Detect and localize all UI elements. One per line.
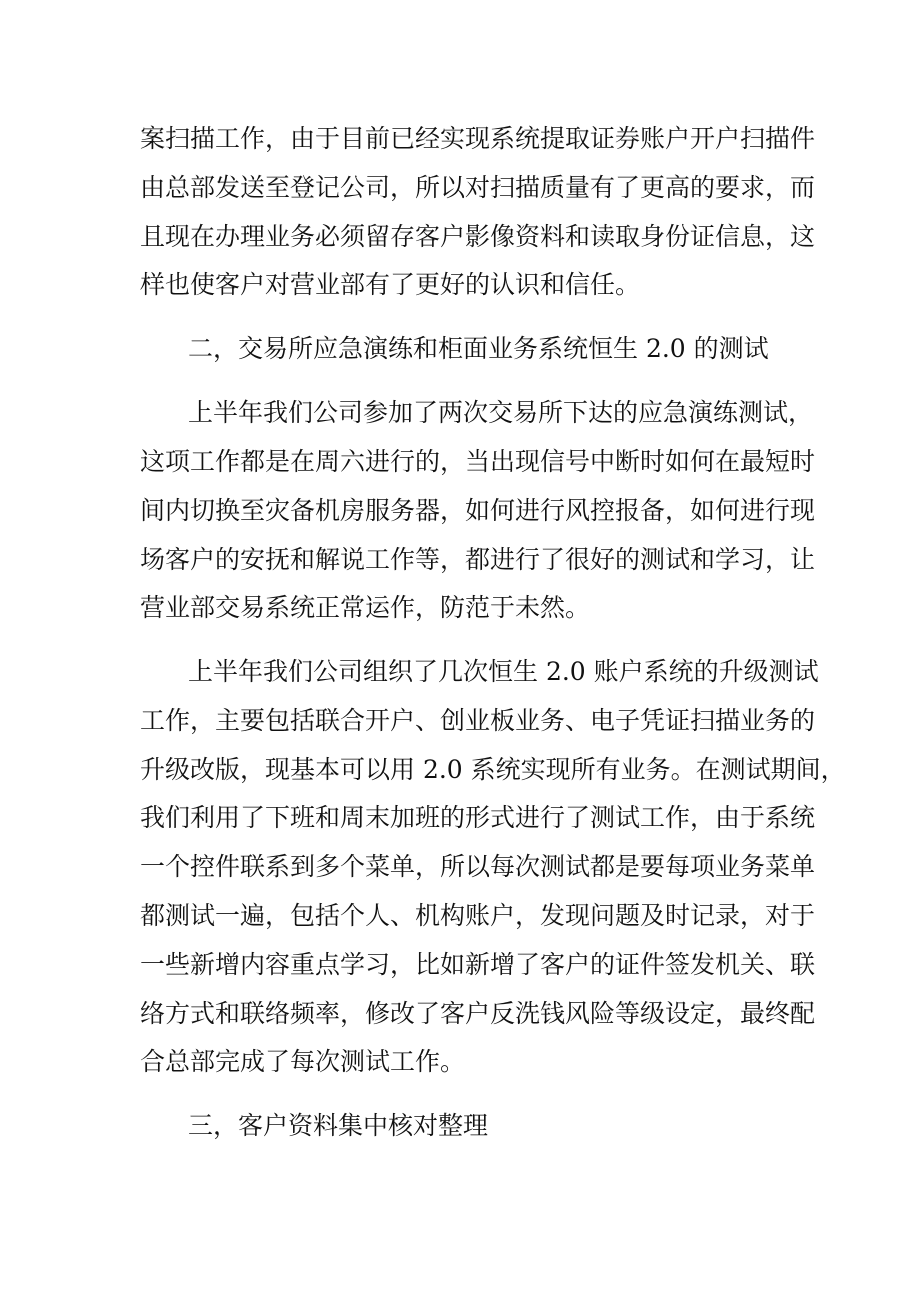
paragraph-3-line-6: 都测试一遍，包括个人、机构账户，发现问题及时记录，对于 [140, 901, 816, 930]
paragraph-1-line-4: 样也使客户对营业部有了更好的认识和信任。 [140, 270, 641, 299]
paragraph-2-line-1: 上半年我们公司参加了两次交易所下达的应急演练测试， [188, 398, 814, 427]
section-heading-2: 二，交易所应急演练和柜面业务系统恒生 2.0 的测试 [188, 334, 769, 363]
paragraph-1-line-3: 且现在办理业务必须留存客户影像资料和读取身份证信息，这 [140, 222, 816, 251]
paragraph-3-line-8: 络方式和联络频率，修改了客户反洗钱风险等级设定，最终配 [140, 999, 816, 1028]
paragraph-3-line-1: 上半年我们公司组织了几次恒生 2.0 账户系统的升级测试 [188, 657, 819, 686]
paragraph-1-line-1: 案扫描工作，由于目前已经实现系统提取证券账户开户扫描件 [140, 124, 816, 153]
paragraph-3-line-3: 升级改版，现基本可以用 2.0 系统实现所有业务。在测试期间， [140, 755, 846, 784]
section-heading-3: 三，客户资料集中核对整理 [188, 1111, 489, 1140]
paragraph-3-line-2: 工作，主要包括联合开户、创业板业务、电子凭证扫描业务的 [140, 706, 816, 735]
paragraph-3-line-7: 一些新增内容重点学习，比如新增了客户的证件签发机关、联 [140, 950, 816, 979]
paragraph-1-line-2: 由总部发送至登记公司，所以对扫描质量有了更高的要求，而 [140, 173, 816, 202]
paragraph-2-line-3: 间内切换至灾备机房服务器，如何进行风控报备，如何进行现 [140, 496, 816, 525]
paragraph-2-line-4: 场客户的安抚和解说工作等，都进行了很好的测试和学习，让 [140, 545, 816, 574]
paragraph-2-line-2: 这项工作都是在周六进行的，当出现信号中断时如何在最短时 [140, 447, 816, 476]
paragraph-2-line-5: 营业部交易系统正常运作，防范于未然。 [140, 593, 591, 622]
paragraph-3-line-9: 合总部完成了每次测试工作。 [140, 1047, 466, 1076]
paragraph-3-line-5: 一个控件联系到多个菜单，所以每次测试都是要每项业务菜单 [140, 852, 816, 881]
paragraph-3-line-4: 我们利用了下班和周末加班的形式进行了测试工作，由于系统 [140, 803, 816, 832]
